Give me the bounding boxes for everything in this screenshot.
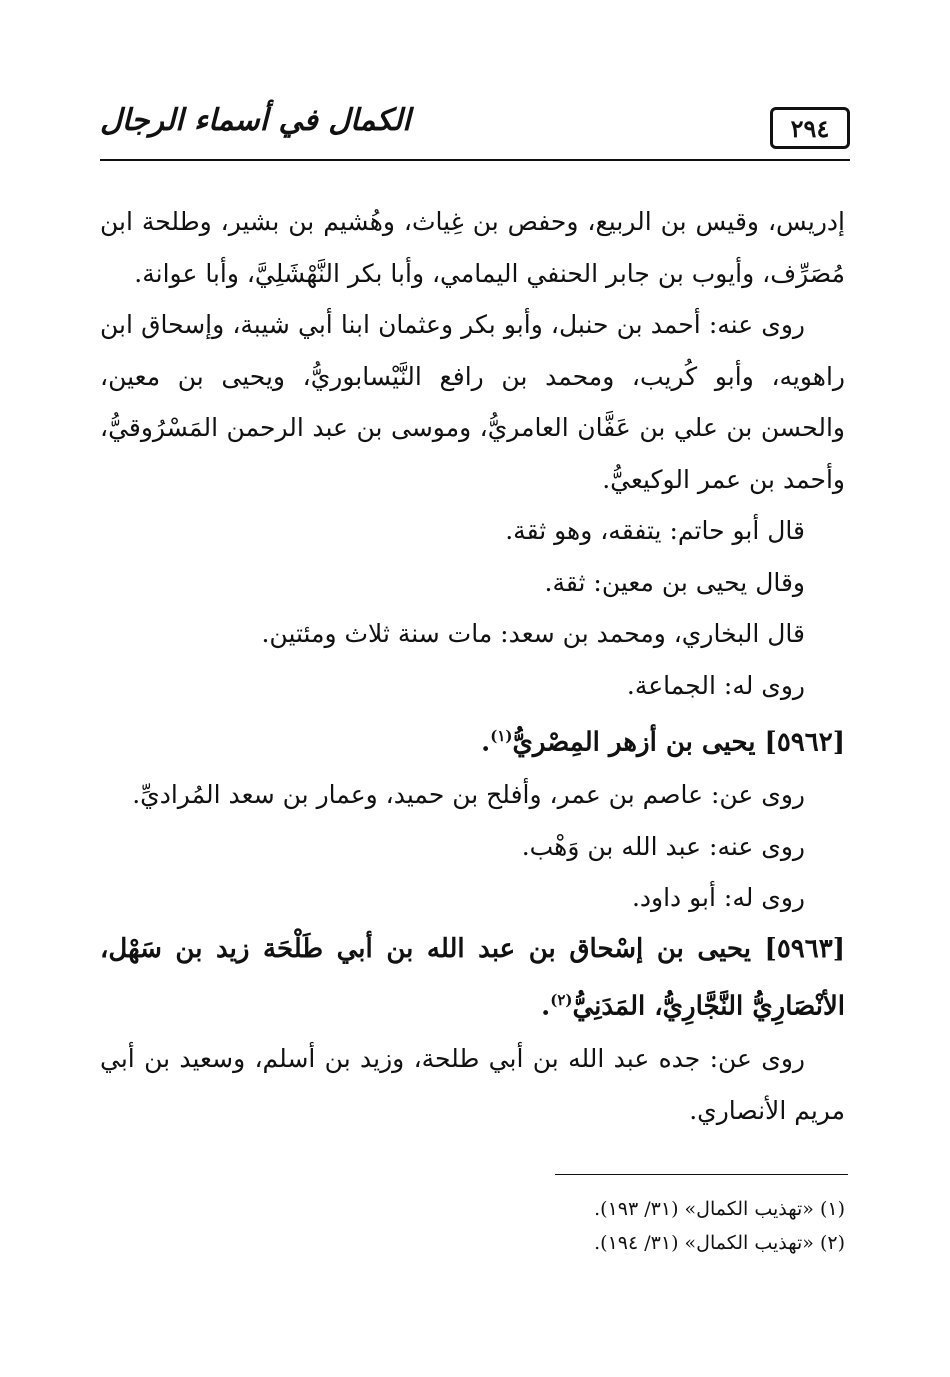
entry-heading-5962: [٥٩٦٢] يحيى بن أزهر المِصْريُّ$^{(١)}$. <box>481 727 845 758</box>
page-number: ٢٩٤ <box>770 107 850 149</box>
footnote-ref: (١) <box>490 727 513 745</box>
entry-line: روى له: أبو داود. <box>631 883 805 913</box>
page-header <box>100 95 850 163</box>
book-title: الكمال في أسماء الرجال <box>100 103 411 138</box>
paragraph: وقال يحيى بن معين: ثقة. <box>544 567 805 597</box>
header-rule <box>100 159 850 161</box>
paragraph: إدريس، وقيس بن الربيع، وحفص بن غِياث، وهُشيم بن بشير، وطلحة ابن مُصَرِّف، وأيوب بن جابر الحنفي اليمامي، وأبا بكر النَّهْشَلِيَّ، وأبا عوانة. <box>100 207 845 288</box>
entry-line: روى عنه: عبد الله بن وَهْب. <box>521 831 805 861</box>
paragraph: روى عنه: أحمد بن حنبل، وأبو بكر وعثمان ابنا أبي شيبة، وإسحاق ابن راهويه، وأبو كُريب، ومحمد بن رافع النَّيْسابوريُّ، ويحيى بن معين، والحسن بن علي بن عَفَّان العامريُّ، وموسى بن عبد الرحمن المَسْرُوقيُّ، وأحمد بن عمر الوكيعيُّ. <box>100 310 845 494</box>
entry-line: روى عن: عاصم بن عمر، وأفلح بن حميد، وعمار بن سعد المُراديِّ. <box>132 780 805 810</box>
footnote-ref: (٢) <box>550 991 573 1010</box>
footnote: (١) «تهذيب الكمال» (٣١/ ١٩٣). <box>594 1198 845 1220</box>
entry-line: روى عن: جده عبد الله بن أبي طلحة، وزيد بن أسلم، وسعيد بن أبي مريم الأنصاري. <box>100 1044 845 1125</box>
footnote: (٢) «تهذيب الكمال» (٣١/ ١٩٤). <box>594 1232 845 1254</box>
paragraph: قال البخاري، ومحمد بن سعد: مات سنة ثلاث ومئتين. <box>261 619 805 648</box>
entry-heading-text: [٥٩٦٣] يحيى بن إسْحاق بن عبد الله بن أبي طَلْحَة زيد بن سَهْل، الأنْصَارِيُّ النَّجَّارِيُّ، المَدَنِيُّ <box>100 933 845 1022</box>
entry-heading-5963: [٥٩٦٣] يحيى بن إسْحاق بن عبد الله بن أبي طَلْحَة زيد بن سَهْل، الأنْصَارِيُّ النَّجَّارِيُّ، المَدَنِيُّ$^{(٢)}$. <box>100 933 845 1022</box>
paragraph: قال أبو حاتم: يتفقه، وهو ثقة. <box>505 516 805 545</box>
footnote-rule <box>555 1174 848 1175</box>
paragraph: روى له: الجماعة. <box>626 670 805 700</box>
entry-heading-text: [٥٩٦٢] يحيى بن أزهر المِصْريُّ <box>512 727 845 758</box>
main-text <box>100 196 845 1136</box>
footnotes <box>100 1192 845 1260</box>
